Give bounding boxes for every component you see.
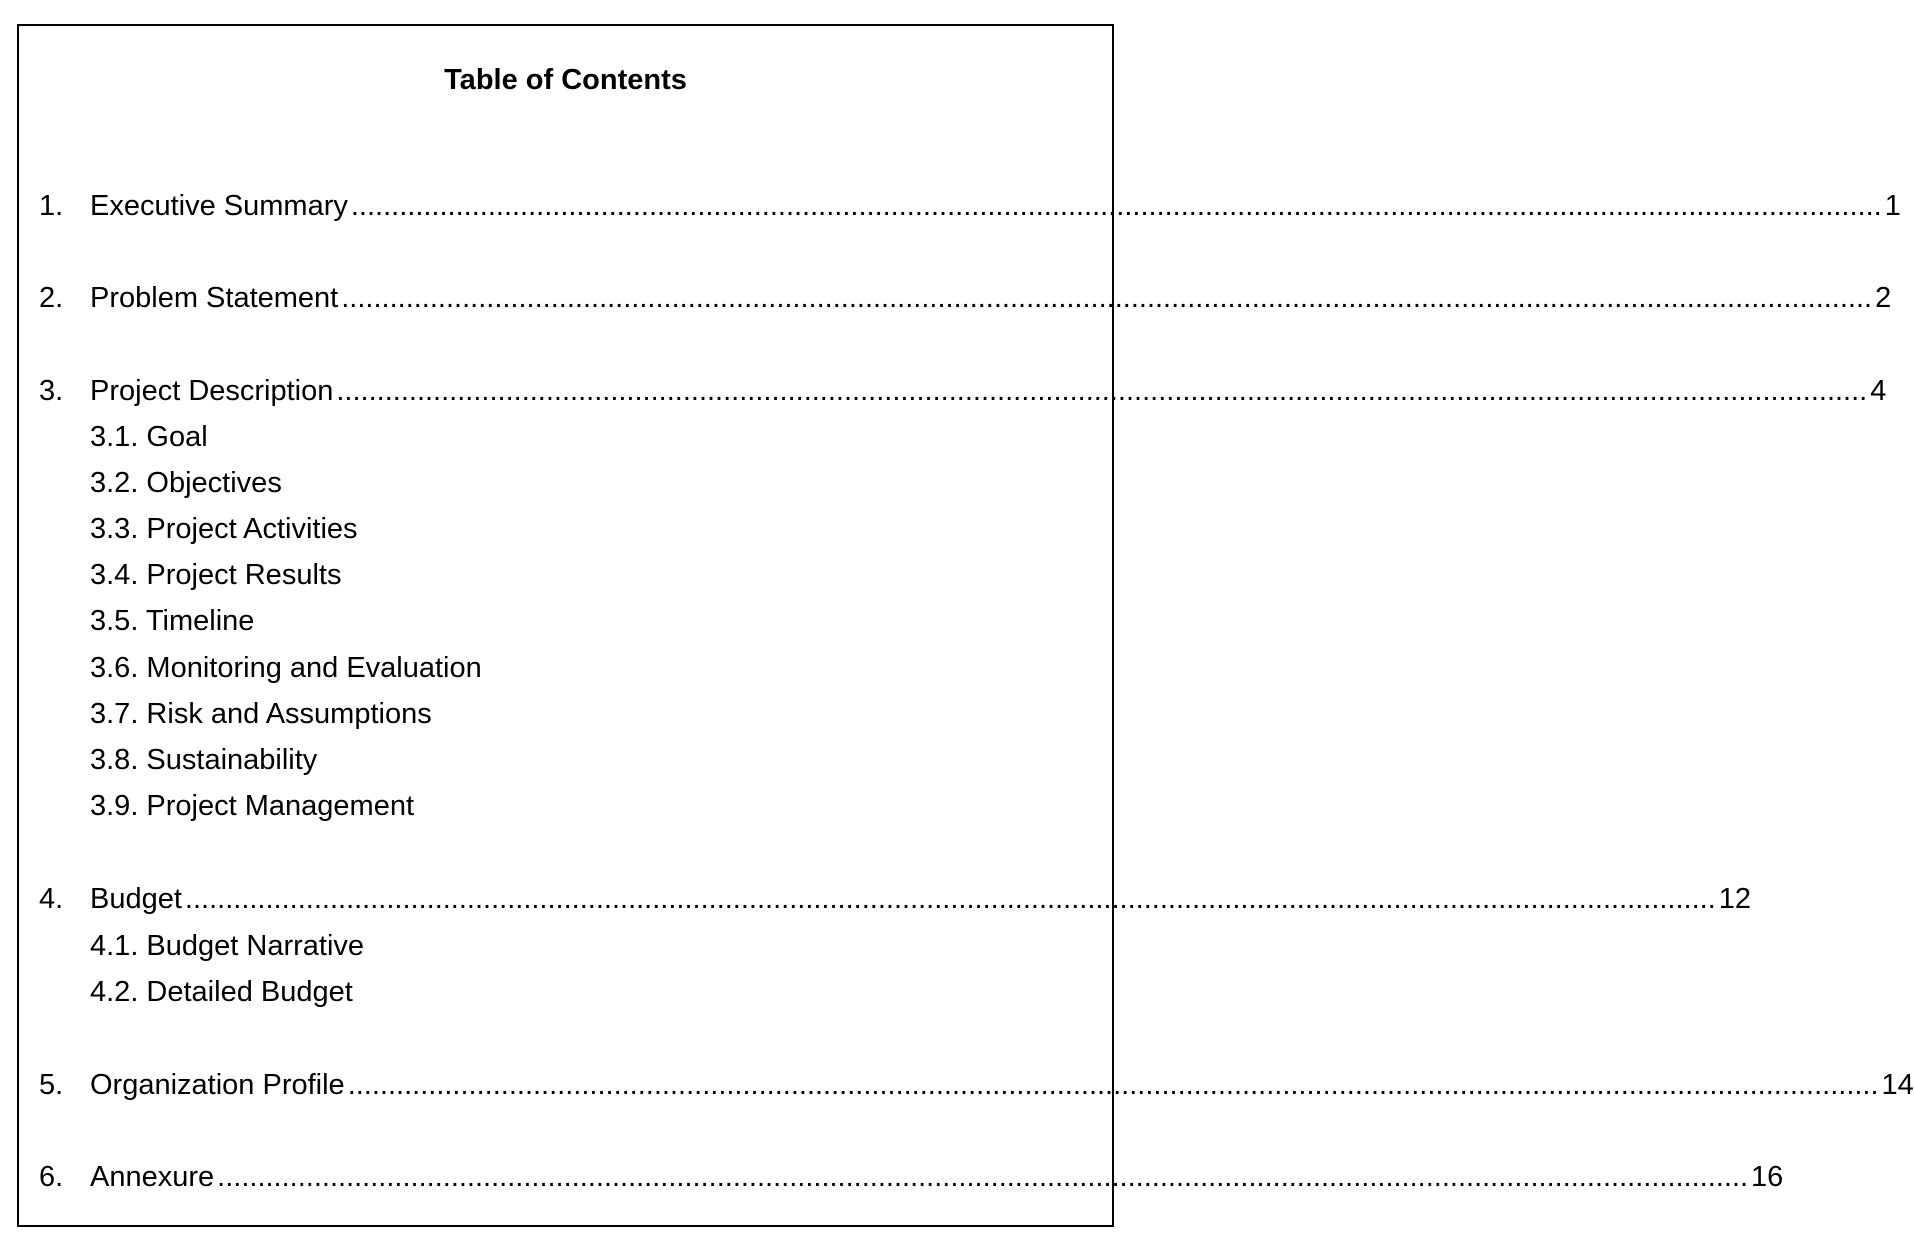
- entry-page-number: 12: [1718, 883, 1752, 915]
- entry-page-number: 16: [1751, 1161, 1784, 1193]
- toc-subentry-project-results[interactable]: 3.4. Project Results: [90, 559, 342, 591]
- entry-page-number: 14: [1881, 1069, 1914, 1101]
- toc-entry-project-description[interactable]: [39, 371, 1887, 411]
- toc-subentry-project-management[interactable]: 3.9. Project Management: [90, 790, 415, 822]
- entry-label: Problem Statement: [90, 282, 339, 314]
- toc-subentry-monitoring-evaluation[interactable]: 3.6. Monitoring and Evaluation: [90, 652, 482, 684]
- entry-page-number: 2: [1875, 282, 1892, 314]
- toc-subentry-goal[interactable]: 3.1. Goal: [90, 421, 208, 453]
- toc-entry-problem-statement[interactable]: [39, 278, 1892, 318]
- toc-subentry-detailed-budget[interactable]: 4.2. Detailed Budget: [90, 976, 353, 1008]
- entry-number: 1.: [39, 190, 64, 222]
- toc-entry-organization-profile[interactable]: [39, 1065, 1914, 1105]
- toc-subentry-budget-narrative[interactable]: 4.1. Budget Narrative: [90, 930, 365, 962]
- entry-number: 5.: [39, 1069, 64, 1101]
- entry-label: Executive Summary: [90, 190, 348, 222]
- entry-label: Budget: [90, 883, 182, 915]
- entry-label: Project Description: [90, 375, 334, 407]
- dot-leader: ..............................................................................................................................................................................................: [341, 282, 1873, 314]
- dot-leader: ..............................................................................................................................................................................................: [184, 883, 1716, 915]
- dot-leader: ..............................................................................................................................................................................................: [217, 1161, 1749, 1193]
- dot-leader: ..............................................................................................................................................................................................: [347, 1069, 1879, 1101]
- toc-subentry-project-activities[interactable]: 3.3. Project Activities: [90, 513, 358, 545]
- dot-leader: ..............................................................................................................................................................................................: [350, 190, 1882, 222]
- toc-subentry-sustainability[interactable]: 3.8. Sustainability: [90, 744, 318, 776]
- toc-frame: [17, 24, 1914, 1227]
- toc-subentry-timeline[interactable]: 3.5. Timeline: [90, 605, 255, 637]
- entry-label: Annexure: [90, 1161, 215, 1193]
- entry-number: 3.: [39, 375, 64, 407]
- toc-subentry-risk-assumptions[interactable]: 3.7. Risk and Assumptions: [90, 698, 432, 730]
- toc-entry-annexure[interactable]: [39, 1157, 1784, 1197]
- toc-subentry-objectives[interactable]: 3.2. Objectives: [90, 467, 282, 499]
- entry-number: 6.: [39, 1161, 64, 1193]
- toc-entry-budget[interactable]: [39, 879, 1752, 919]
- entry-page-number: 1: [1884, 190, 1901, 222]
- entry-number: 4.: [39, 883, 64, 915]
- entry-label: Organization Profile: [90, 1069, 345, 1101]
- entry-number: 2.: [39, 282, 64, 314]
- toc-entry-executive-summary[interactable]: [39, 186, 1901, 226]
- dot-leader: ..............................................................................................................................................................................................: [336, 375, 1868, 407]
- toc-title: Table of Contents: [444, 64, 687, 96]
- entry-page-number: 4: [1870, 375, 1887, 407]
